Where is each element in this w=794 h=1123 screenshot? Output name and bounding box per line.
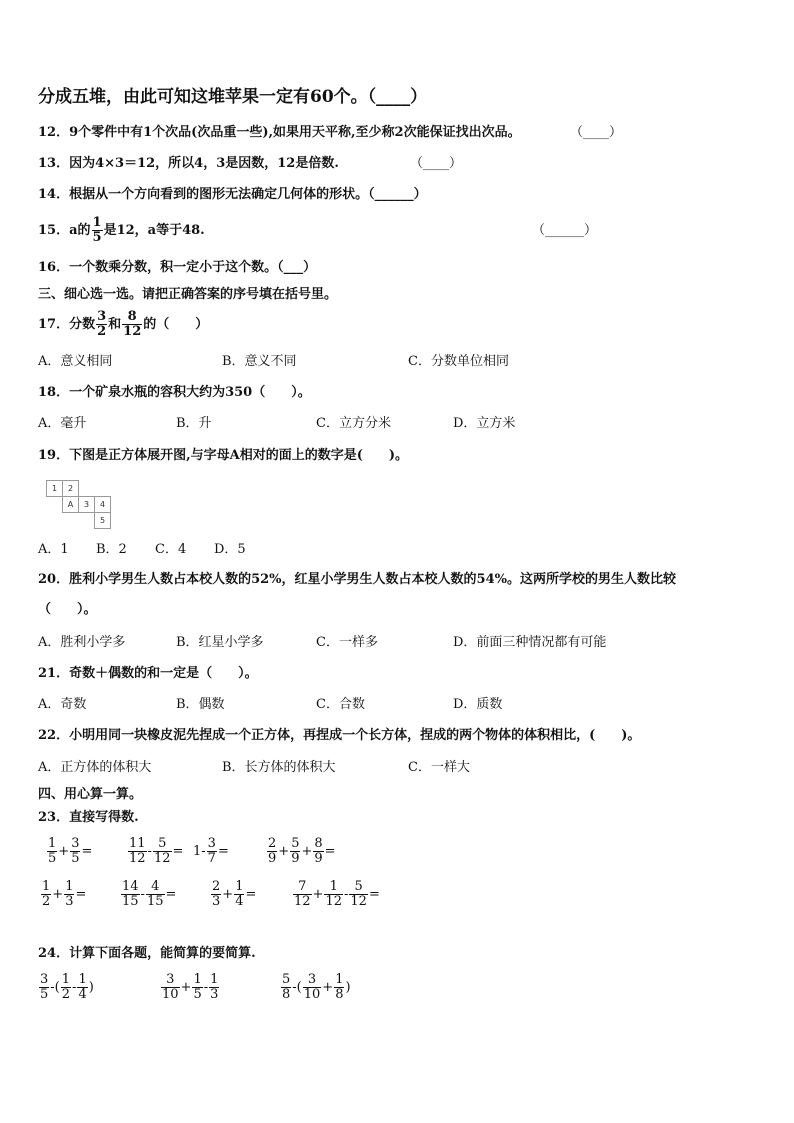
option-19-a[interactable]: A．1 bbox=[38, 542, 69, 557]
option-21-a[interactable]: A．奇数 bbox=[38, 697, 87, 712]
option-21-b[interactable]: B．偶数 bbox=[176, 697, 225, 712]
answer-blank-15[interactable]: （______） bbox=[532, 223, 598, 238]
net-cell: 4 bbox=[94, 496, 111, 513]
option-22-a[interactable]: A．正方体的体积大 bbox=[38, 760, 152, 775]
answer-blank-12[interactable]: （____） bbox=[570, 125, 623, 140]
option-22-b[interactable]: B．长方体的体积大 bbox=[222, 760, 336, 775]
expression: 1- $\frac{3}{7}$ = bbox=[193, 836, 229, 866]
option-18-c[interactable]: C．立方分米 bbox=[316, 416, 391, 431]
question-24: 24．计算下面各题，能简算的要简算. bbox=[38, 946, 256, 961]
question-20: 20．胜利小学男生人数占本校人数的52%，红星小学男生人数占本校人数的54%。这两所学校的男生人数比较 bbox=[38, 572, 676, 587]
option-20-a[interactable]: A．胜利小学多 bbox=[38, 635, 126, 650]
expression: $\frac{3}{5}$ -( $\frac{1}{2}$ - $\frac{1}{4}$ ) bbox=[40, 972, 94, 1002]
option-17-a[interactable]: A．意义相同 bbox=[38, 354, 113, 369]
question-22: 22．小明用同一块橡皮泥先捏成一个正方体，再捏成一个长方体，捏成的两个物体的体积相比，( )。 bbox=[38, 728, 641, 743]
fraction: $\frac{1}{5}$ bbox=[92, 215, 102, 245]
net-cell: 2 bbox=[62, 480, 79, 497]
option-19-b[interactable]: B．2 bbox=[96, 542, 127, 557]
answer-blank-13[interactable]: （____） bbox=[410, 156, 463, 171]
question-14: 14．根据从一个方向看到的图形无法确定几何体的形状。（______） bbox=[38, 187, 427, 202]
question-19: 19．下图是正方体展开图,与字母A相对的面上的数字是( )。 bbox=[38, 448, 409, 463]
fraction: $\frac{8}{12}$ bbox=[123, 309, 142, 339]
option-19-d[interactable]: D．5 bbox=[214, 542, 246, 557]
option-18-b[interactable]: B．升 bbox=[176, 416, 212, 431]
option-21-c[interactable]: C．合数 bbox=[316, 697, 365, 712]
option-17-c[interactable]: C．分数单位相同 bbox=[408, 354, 509, 369]
question-15: 15．a的 $\frac{1}{5}$ 是12，a等于48. bbox=[38, 215, 205, 245]
expression: $\frac{1}{2}$ + $\frac{1}{3}$ = bbox=[42, 879, 87, 909]
question-18: 18．一个矿泉水瓶的容积大约为350（ ）。 bbox=[38, 385, 311, 400]
expression: $\frac{7}{12}$ + $\frac{1}{12}$ - $\frac{5}{12}$ = bbox=[294, 879, 380, 909]
option-18-a[interactable]: A．毫升 bbox=[38, 416, 87, 431]
question-17: 17．分数 $\frac{3}{2}$ 和 $\frac{8}{12}$ 的（ ） bbox=[38, 309, 209, 339]
expression: $\frac{11}{12}$ - $\frac{5}{12}$ = bbox=[129, 836, 184, 866]
option-20-d[interactable]: D．前面三种情况都有可能 bbox=[453, 635, 607, 650]
intro-line: 分成五堆，由此可知这堆苹果一定有60个。（____） bbox=[38, 87, 428, 107]
option-20-b[interactable]: B．红星小学多 bbox=[176, 635, 264, 650]
question-21: 21．奇数＋偶数的和一定是（ ）。 bbox=[38, 666, 258, 681]
question-13: 13．因为4×3＝12，所以4，3是因数，12是倍数. bbox=[38, 156, 339, 171]
net-cell: 3 bbox=[78, 496, 95, 513]
fraction: $\frac{3}{2}$ bbox=[97, 309, 107, 339]
option-18-d[interactable]: D．立方米 bbox=[453, 416, 516, 431]
section-4-heading: 四、用心算一算。 bbox=[38, 787, 143, 802]
expression: $\frac{5}{8}$ -( $\frac{3}{10}$ + $\frac{1}{8}$ ) bbox=[282, 972, 351, 1002]
option-19-c[interactable]: C．4 bbox=[155, 542, 187, 557]
expression: $\frac{2}{9}$ + $\frac{5}{9}$ + $\frac{8}{9}$ = bbox=[268, 836, 336, 866]
question-16: 16．一个数乘分数，积一定小于这个数。（___） bbox=[38, 260, 317, 275]
option-17-b[interactable]: B．意义不同 bbox=[222, 354, 297, 369]
expression: $\frac{3}{10}$ + $\frac{1}{5}$ - $\frac{1}{3}$ bbox=[162, 972, 219, 1002]
question-20-continued: （ ）。 bbox=[38, 602, 97, 617]
net-cell: A bbox=[62, 496, 79, 513]
question-12: 12．9个零件中有1个次品(次品重一些),如果用天平称,至少称2次能保证找出次品。 bbox=[38, 125, 521, 140]
expression: $\frac{2}{3}$ + $\frac{1}{4}$ = bbox=[212, 879, 257, 909]
option-20-c[interactable]: C．一样多 bbox=[316, 635, 378, 650]
option-21-d[interactable]: D．质数 bbox=[453, 697, 503, 712]
net-cell: 5 bbox=[94, 512, 111, 529]
option-22-c[interactable]: C．一样大 bbox=[408, 760, 470, 775]
expression: $\frac{1}{5}$ + $\frac{3}{5}$ = bbox=[48, 836, 93, 866]
section-3-heading: 三、细心选一选。请把正确答案的序号填在括号里。 bbox=[38, 287, 338, 302]
net-cell: 1 bbox=[46, 480, 63, 497]
question-23: 23．直接写得数. bbox=[38, 810, 139, 825]
expression: $\frac{14}{15}$ - $\frac{4}{15}$ = bbox=[122, 879, 177, 909]
